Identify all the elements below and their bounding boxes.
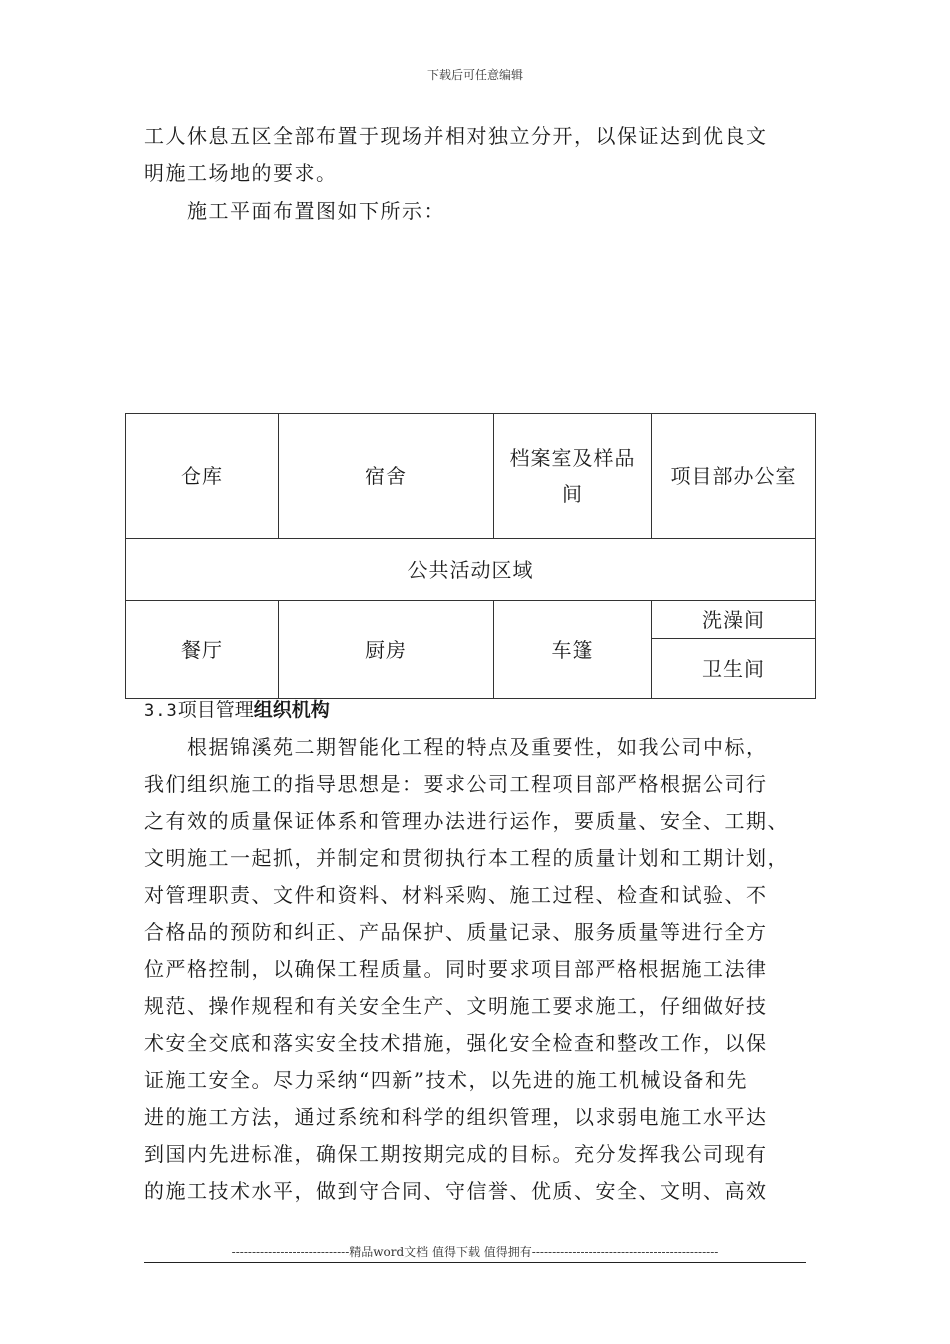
body-line-10: 证施工安全。尽力采纳“四新”技术，以先进的施工机械设备和先 xyxy=(144,1068,748,1092)
body-line-5: 对管理职责、文件和资料、材料采购、施工过程、检查和试验、不 xyxy=(144,883,768,907)
intro-line-2: 明施工场地的要求。 xyxy=(144,161,338,185)
page-header: 下载后可任意编辑 xyxy=(426,68,523,82)
section-title-bold: 组织机构 xyxy=(253,699,330,721)
layout-caption: 施工平面布置图如下所示： xyxy=(187,199,445,223)
archive-sample-room-cell: 档案室及样品间 xyxy=(494,414,652,539)
public-activity-area-cell: 公共活动区域 xyxy=(126,539,816,601)
dormitory-cell: 宿舍 xyxy=(279,414,494,539)
site-layout-table xyxy=(125,413,816,699)
body-line-9: 术安全交底和落实安全技术措施，强化安全检查和整改工作，以保 xyxy=(144,1031,768,1055)
kitchen-cell: 厨房 xyxy=(279,601,494,699)
warehouse-cell: 仓库 xyxy=(126,414,279,539)
body-line-1: 根据锦溪苑二期智能化工程的特点及重要性，如我公司中标， xyxy=(187,735,768,759)
intro-line-1: 工人休息五区全部布置于现场并相对独立分开，以保证达到优良文 xyxy=(144,124,768,148)
body-line-7: 位严格控制，以确保工程质量。同时要求项目部严格根据施工法律 xyxy=(144,957,768,981)
section-title-plain: 项目管理 xyxy=(177,699,254,721)
shower-room-cell: 洗澡间 xyxy=(652,601,816,639)
body-line-8: 规范、操作规程和有关安全生产、文明施工要求施工，仔细做好技 xyxy=(144,994,768,1018)
body-line-11: 进的施工方法，通过系统和科学的组织管理，以求弱电施工水平达 xyxy=(144,1105,768,1129)
body-line-12: 到国内先进标准，确保工期按期完成的目标。充分发挥我公司现有 xyxy=(144,1142,768,1166)
toilet-cell: 卫生间 xyxy=(652,639,816,699)
carport-cell: 车篷 xyxy=(494,601,652,699)
canteen-cell: 餐厅 xyxy=(126,601,279,699)
body-line-4: 文明施工一起抓，并制定和贯彻执行本工程的质量计划和工期计划， xyxy=(144,846,789,870)
project-office-cell: 项目部办公室 xyxy=(652,414,816,539)
body-line-6: 合格品的预防和纠正、产品保护、质量记录、服务质量等进行全方 xyxy=(144,920,768,944)
section-number: 3.3 xyxy=(144,701,178,721)
body-line-13: 的施工技术水平，做到守合同、守信誉、优质、安全、文明、高效 xyxy=(144,1179,768,1203)
page-footer: -----------------------------精品word文档 值得下载 值得拥有---------------------------------------------- xyxy=(231,1245,719,1259)
body-line-3: 之有效的质量保证体系和管理办法进行运作，要质量、安全、工期、 xyxy=(144,809,789,833)
section-heading xyxy=(144,698,330,723)
footer-rule xyxy=(144,1262,806,1263)
body-line-2: 我们组织施工的指导思想是：要求公司工程项目部严格根据公司行 xyxy=(144,772,768,796)
